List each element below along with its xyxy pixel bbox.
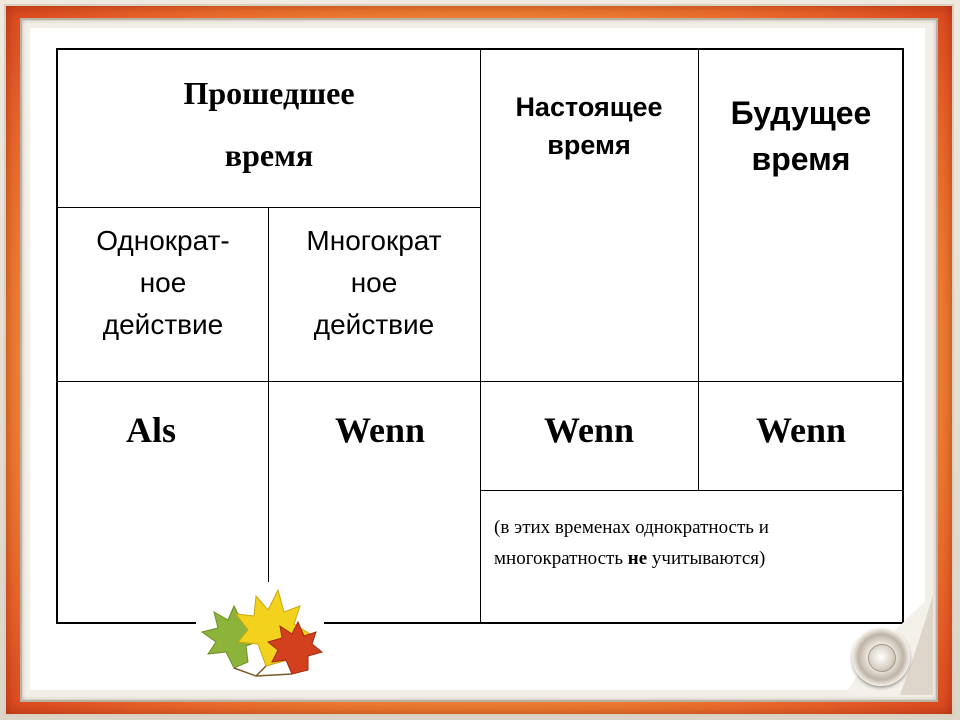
present-tense-header	[480, 88, 698, 164]
repeated-action-cell	[268, 220, 480, 346]
conjunction-als: Als	[125, 410, 176, 450]
past-tense-header-line2: время	[224, 137, 314, 173]
single-action-line2: ное	[139, 267, 187, 298]
note-line2-prefix: многократность	[494, 548, 628, 569]
note-text	[494, 512, 894, 574]
note-line2-emphasis: не	[627, 548, 648, 569]
single-action-line3: действие	[102, 309, 224, 340]
note-line1: (в этих временах однократность и	[494, 517, 769, 538]
present-tense-header-line2: время	[547, 130, 631, 160]
tenses-table	[56, 48, 904, 624]
past-tense-header-line1: Прошедшее	[183, 75, 355, 111]
future-tense-header	[698, 90, 904, 182]
note-line2	[494, 543, 894, 574]
pin-center	[868, 644, 896, 672]
conjunction-wenn-future: Wenn	[755, 410, 847, 450]
pin-icon	[852, 628, 910, 686]
single-action-cell	[58, 220, 268, 346]
note-line2-suffix: учитываются)	[647, 548, 766, 569]
divider-h-3	[480, 490, 904, 491]
repeated-action-line3: действие	[313, 309, 435, 340]
divider-h-1	[58, 207, 480, 208]
past-tense-header	[58, 62, 480, 186]
repeated-action-line2: ное	[350, 267, 398, 298]
repeated-action-line1: Многократ	[306, 225, 442, 256]
divider-h-2	[58, 381, 904, 382]
maple-leaves-icon	[196, 582, 324, 678]
future-tense-header-line1: Будущее	[730, 95, 872, 131]
conjunction-wenn-present: Wenn	[543, 410, 635, 450]
future-tense-header-line2: время	[751, 141, 851, 177]
single-action-line1: Однократ-	[96, 225, 230, 256]
conjunction-wenn-repeated: Wenn	[334, 410, 426, 450]
present-tense-header-line1: Настоящее	[515, 92, 663, 122]
